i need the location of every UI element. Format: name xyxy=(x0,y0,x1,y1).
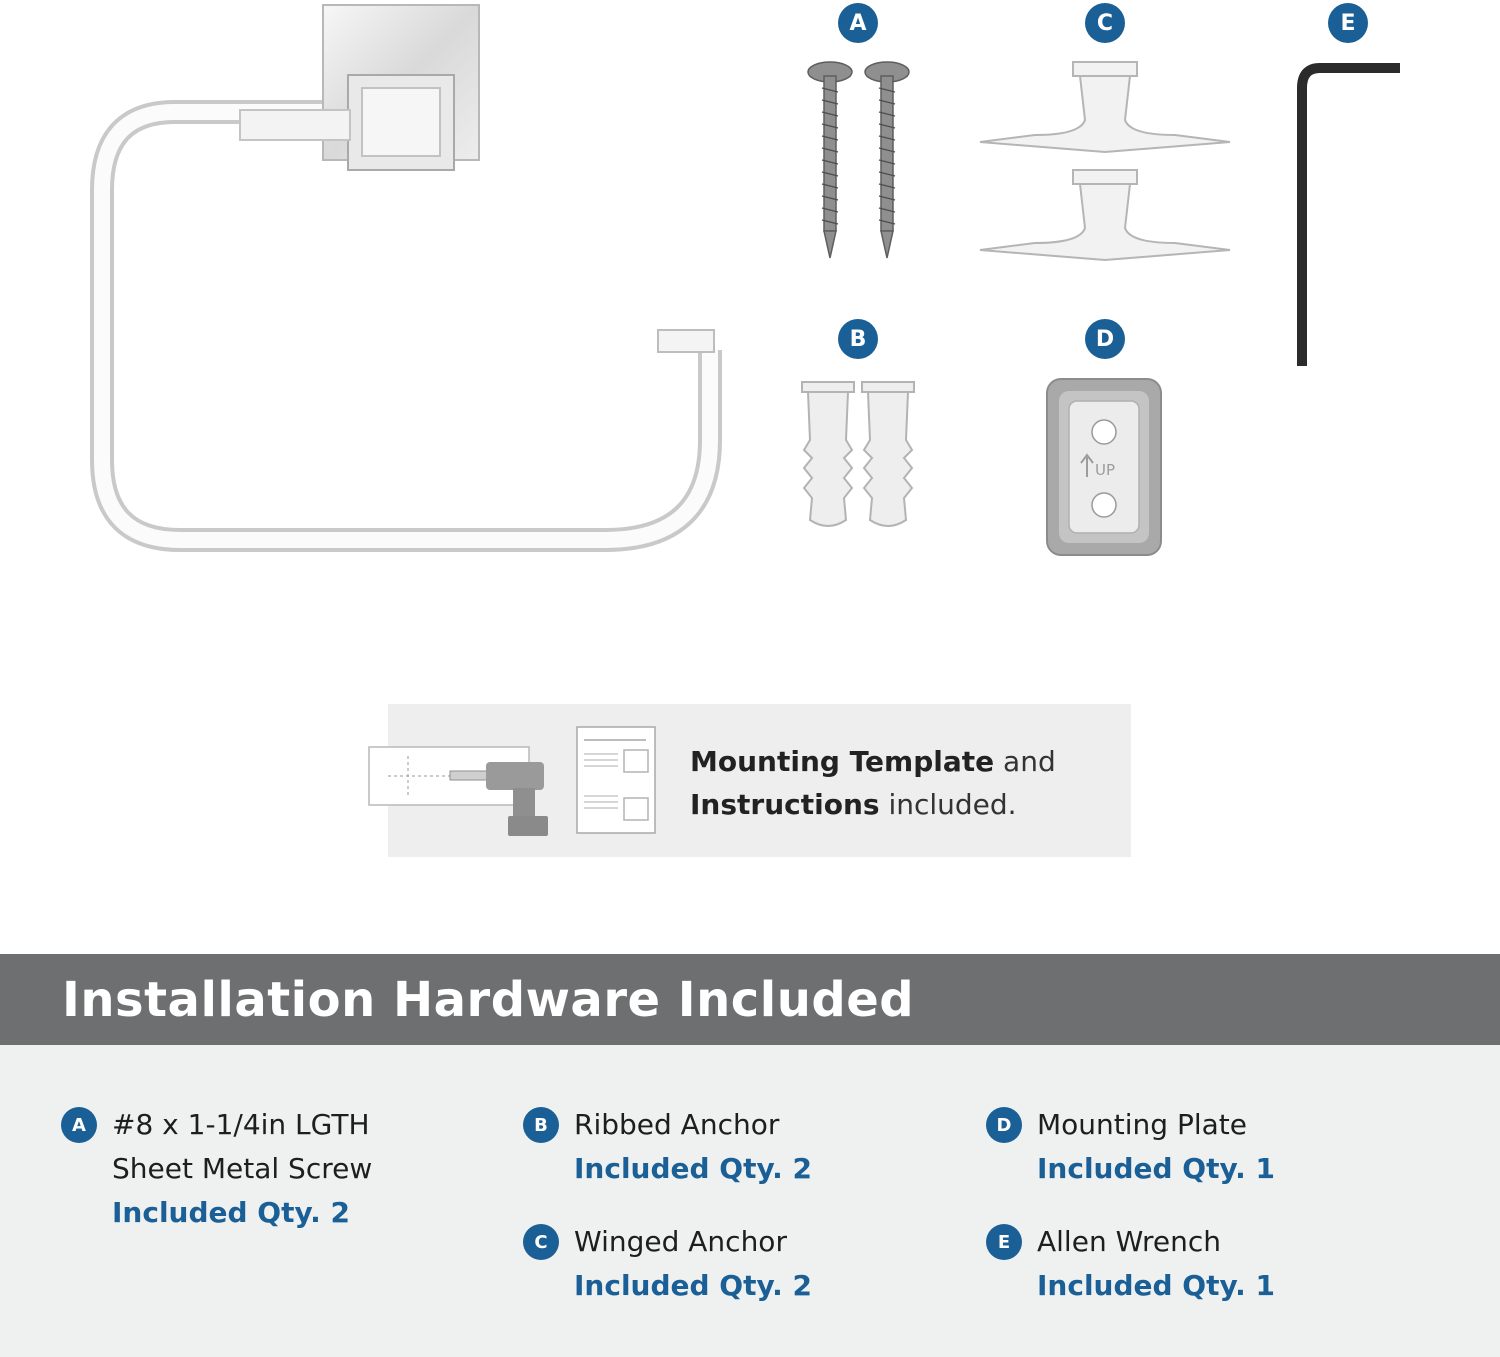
template-line-2: Instructions included. xyxy=(690,788,1017,821)
item-qty: Included Qty. 2 xyxy=(574,1269,813,1302)
list-item-ribbed-anchor xyxy=(574,1103,812,1191)
item-name: Mounting Plate xyxy=(1037,1108,1247,1141)
item-name: Ribbed Anchor xyxy=(574,1108,780,1141)
ribbed-anchor-icon xyxy=(800,380,920,532)
item-qty: Included Qty. 1 xyxy=(1037,1269,1276,1302)
mounting-plate-icon xyxy=(1045,377,1165,559)
list-badge-e: E xyxy=(986,1224,1022,1260)
list-badge-d: D xyxy=(986,1107,1022,1143)
item-qty: Included Qty. 1 xyxy=(1037,1152,1276,1185)
badge-a: A xyxy=(838,3,878,43)
list-item-mounting-plate xyxy=(1037,1103,1275,1191)
badge-e: E xyxy=(1328,3,1368,43)
list-badge-b: B xyxy=(523,1107,559,1143)
badge-d: D xyxy=(1085,319,1125,359)
item-name: Allen Wrench xyxy=(1037,1225,1222,1258)
item-name: Winged Anchor xyxy=(574,1225,787,1258)
badge-c: C xyxy=(1085,3,1125,43)
item-qty: Included Qty. 2 xyxy=(112,1196,351,1229)
drill-template-icon xyxy=(368,744,553,839)
list-item-allen-wrench xyxy=(1037,1220,1275,1308)
hardware-section-title: Installation Hardware Included xyxy=(62,972,915,1028)
item-name: Sheet Metal Screw xyxy=(112,1152,373,1185)
list-item-screw xyxy=(112,1103,372,1235)
list-badge-a: A xyxy=(61,1107,97,1143)
badge-b: B xyxy=(838,319,878,359)
instructions-document-icon xyxy=(576,726,658,836)
mounting-template-text xyxy=(690,740,1056,826)
list-badge-c: C xyxy=(523,1224,559,1260)
item-name: #8 x 1-1/4in LGTH xyxy=(112,1108,370,1141)
list-item-winged-anchor xyxy=(574,1220,812,1308)
screw-icon xyxy=(800,58,920,263)
allen-wrench-icon xyxy=(1290,58,1410,370)
winged-anchor-icon xyxy=(975,60,1235,265)
template-line-1: Mounting Template and xyxy=(690,745,1056,778)
towel-ring-illustration xyxy=(80,0,740,560)
item-qty: Included Qty. 2 xyxy=(574,1152,813,1185)
plate-up-marking: UP xyxy=(1095,461,1116,479)
